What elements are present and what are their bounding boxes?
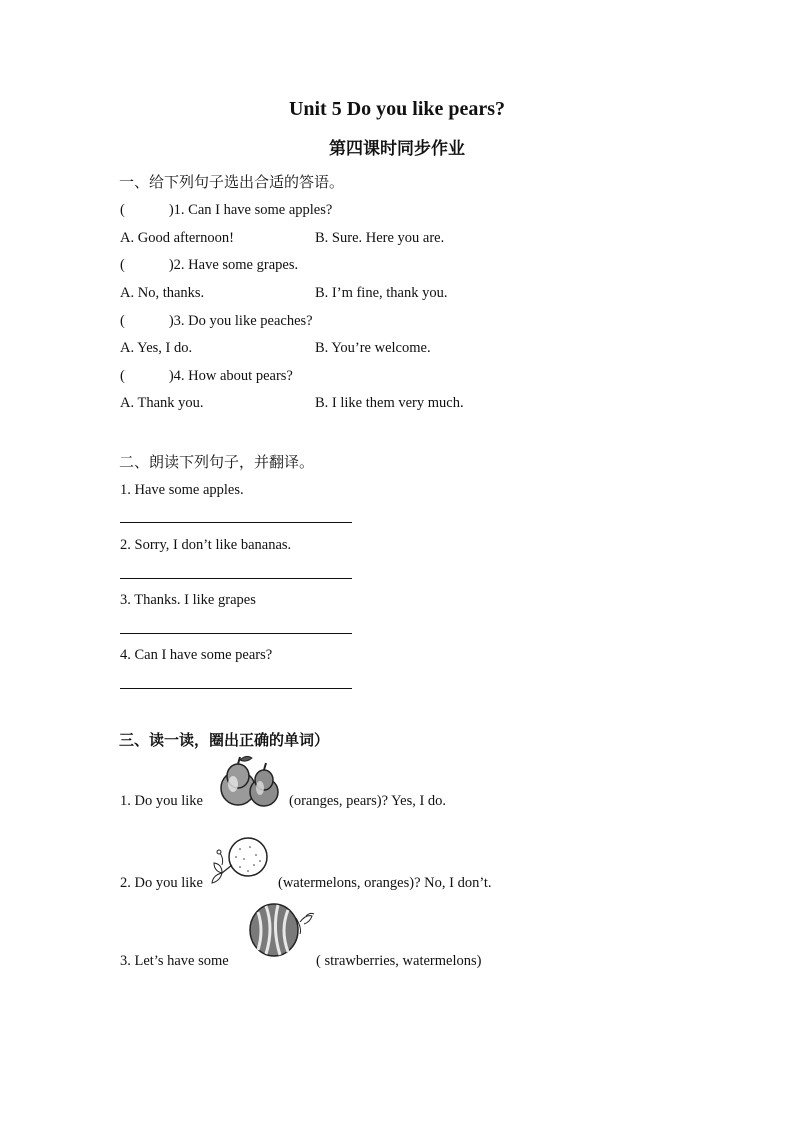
question-4 [120,368,293,385]
option-b: B. Sure. Here you are. [315,230,445,246]
answer-line[interactable] [120,688,352,689]
answer-bracket-open: ( [120,313,125,329]
sentence-2: 2. Sorry, I don’t like bananas. [120,537,292,553]
question-2 [120,257,298,274]
option-b: B. I’m fine, thank you. [315,285,448,301]
pears-icon [216,754,284,808]
sentence-4: 4. Can I have some pears? [120,647,273,663]
question-text: )1. Can I have some apples? [168,202,333,218]
answer-line[interactable] [120,578,352,579]
option-a: A. Good afternoon! [120,230,234,246]
section1-heading: 一、给下列句子选出合适的答语。 [119,173,345,191]
option-a: A. No, thanks. [120,285,205,301]
sentence-3: 3. Thanks. I like grapes [120,592,256,608]
answer-line[interactable] [120,522,352,523]
question-1 [120,202,332,219]
page-title: Unit 5 Do you like pears? [288,98,506,120]
section2-heading: 二、朗读下列句子，并翻译。 [119,453,315,471]
question-text: )3. Do you like peaches? [168,313,313,329]
circle-item-1-options: (oranges, pears)? Yes, I do. [289,793,447,809]
circle-item-3-start: 3. Let’s have some [120,953,229,969]
answer-bracket-open: ( [120,368,125,384]
orange-icon [210,835,274,891]
circle-item-2-start: 2. Do you like [120,875,203,891]
option-b: B. I like them very much. [315,395,464,411]
watermelon-icon [244,902,320,960]
question-text: )4. How about pears? [168,368,293,384]
circle-item-1-start: 1. Do you like [120,793,203,809]
question-text: )2. Have some grapes. [168,257,299,273]
option-a: A. Yes, I do. [120,340,193,356]
section3-heading: 三、读一读，圈出正确的单词） [119,731,330,749]
sentence-1: 1. Have some apples. [120,482,244,498]
option-a: A. Thank you. [120,395,204,411]
answer-bracket-open: ( [120,202,125,218]
answer-line[interactable] [120,633,352,634]
question-3 [120,313,313,330]
circle-item-3-options: ( strawberries, watermelons) [316,953,482,969]
page-subtitle: 第四课时同步作业 [329,139,465,158]
option-b: B. You’re welcome. [315,340,431,356]
circle-item-2-options: (watermelons, oranges)? No, I don’t. [278,875,492,891]
answer-bracket-open: ( [120,257,125,273]
